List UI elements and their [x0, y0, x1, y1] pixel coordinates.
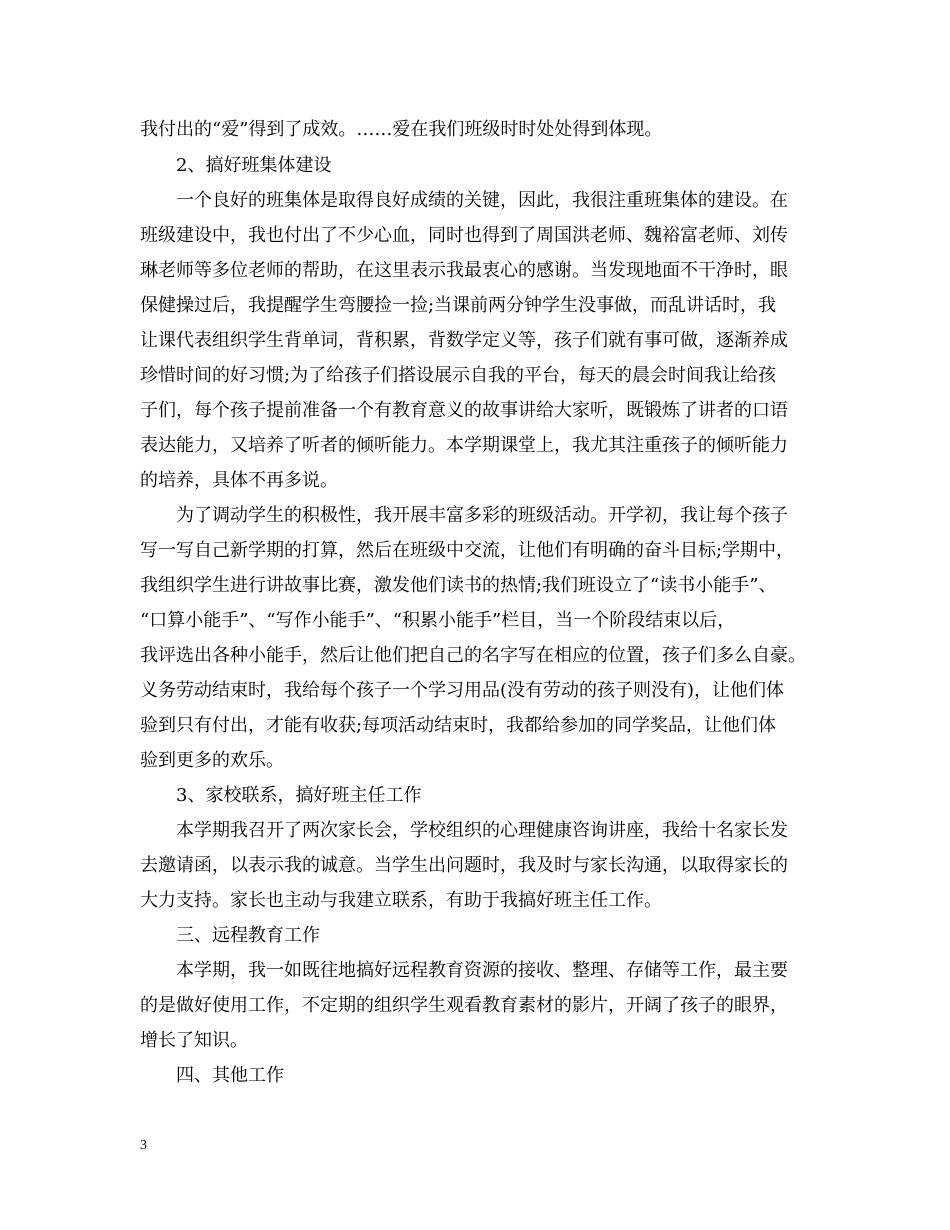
body-text-line: 琳老师等多位老师的帮助，在这里表示我最衷心的感谢。当发现地面不干净时，眼 [140, 260, 788, 281]
body-text-line: 写一写自己新学期的打算，然后在班级中交流，让他们有明确的奋斗目标;学期中， [140, 540, 795, 561]
body-text-line: 增长了知识。 [140, 1030, 248, 1051]
body-text-line: 本学期，我一如既往地搞好远程教育资源的接收、整理、存储等工作，最主要 [176, 960, 788, 981]
body-text-line: 一个良好的班集体是取得良好成绩的关键，因此，我很注重班集体的建设。在 [176, 190, 788, 211]
section-heading: 3、家校联系，搞好班主任工作 [176, 785, 422, 806]
body-text-line: 的培养，具体不再多说。 [140, 470, 338, 491]
body-text-line: 我付出的“爱”得到了成效。……爱在我们班级时时处处得到体现。 [140, 119, 663, 140]
body-text-line: 验到更多的欢乐。 [140, 750, 284, 771]
body-text-line: 保健操过后，我提醒学生弯腰捡一捡;当课前两分钟学生没事做，而乱讲话时，我 [140, 295, 777, 316]
body-text-line: 去邀请函，以表示我的诚意。当学生出问题时，我及时与家长沟通，以取得家长的 [140, 855, 788, 876]
body-text-line: 班级建设中，我也付出了不少心血，同时也得到了周国洪老师、魏裕富老师、刘传 [140, 225, 788, 246]
section-heading: 四、其他工作 [176, 1065, 284, 1086]
body-text-line: 让课代表组织学生背单词，背积累，背数学定义等，孩子们就有事可做，逐渐养成 [140, 330, 788, 351]
section-heading: 2、搞好班集体建设 [176, 155, 332, 176]
body-text-line: 珍惜时间的好习惯;为了给孩子们搭设展示自我的平台，每天的晨会时间我让给孩 [140, 365, 777, 386]
section-heading: 三、远程教育工作 [176, 925, 320, 946]
body-text-line: 为了调动学生的积极性，我开展丰富多彩的班级活动。开学初，我让每个孩子 [176, 505, 788, 526]
body-text-line: 我组织学生进行讲故事比赛，激发他们读书的热情;我们班设立了“读书小能手”、 [140, 575, 777, 596]
body-text-line: 义务劳动结束时，我给每个孩子一个学习用品(没有劳动的孩子则没有)，让他们体 [140, 680, 785, 701]
body-text-line: 子们，每个孩子提前准备一个有教育意义的故事讲给大家听，既锻炼了讲者的口语 [140, 400, 788, 421]
body-text-line: 大力支持。家长也主动与我建立联系，有助于我搞好班主任工作。 [140, 890, 662, 911]
body-text-line: 本学期我召开了两次家长会，学校组织的心理健康咨询讲座，我给十名家长发 [176, 820, 788, 841]
body-text-line: 我评选出各种小能手，然后让他们把自己的名字写在相应的位置，孩子们多么自豪。 [140, 645, 806, 666]
body-text-line: 表达能力，又培养了听者的倾听能力。本学期课堂上，我尤其注重孩子的倾听能力 [140, 435, 788, 456]
body-text-line: “口算小能手”、“写作小能手”、“积累小能手”栏目，当一个阶段结束以后， [140, 610, 736, 631]
body-text-line: 的是做好使用工作，不定期的组织学生观看教育素材的影片，开阔了孩子的眼界， [140, 995, 788, 1016]
page-number: 3 [140, 1138, 147, 1153]
body-text-line: 验到只有付出，才能有收获;每项活动结束时，我都给参加的同学奖品，让他们体 [140, 715, 777, 736]
